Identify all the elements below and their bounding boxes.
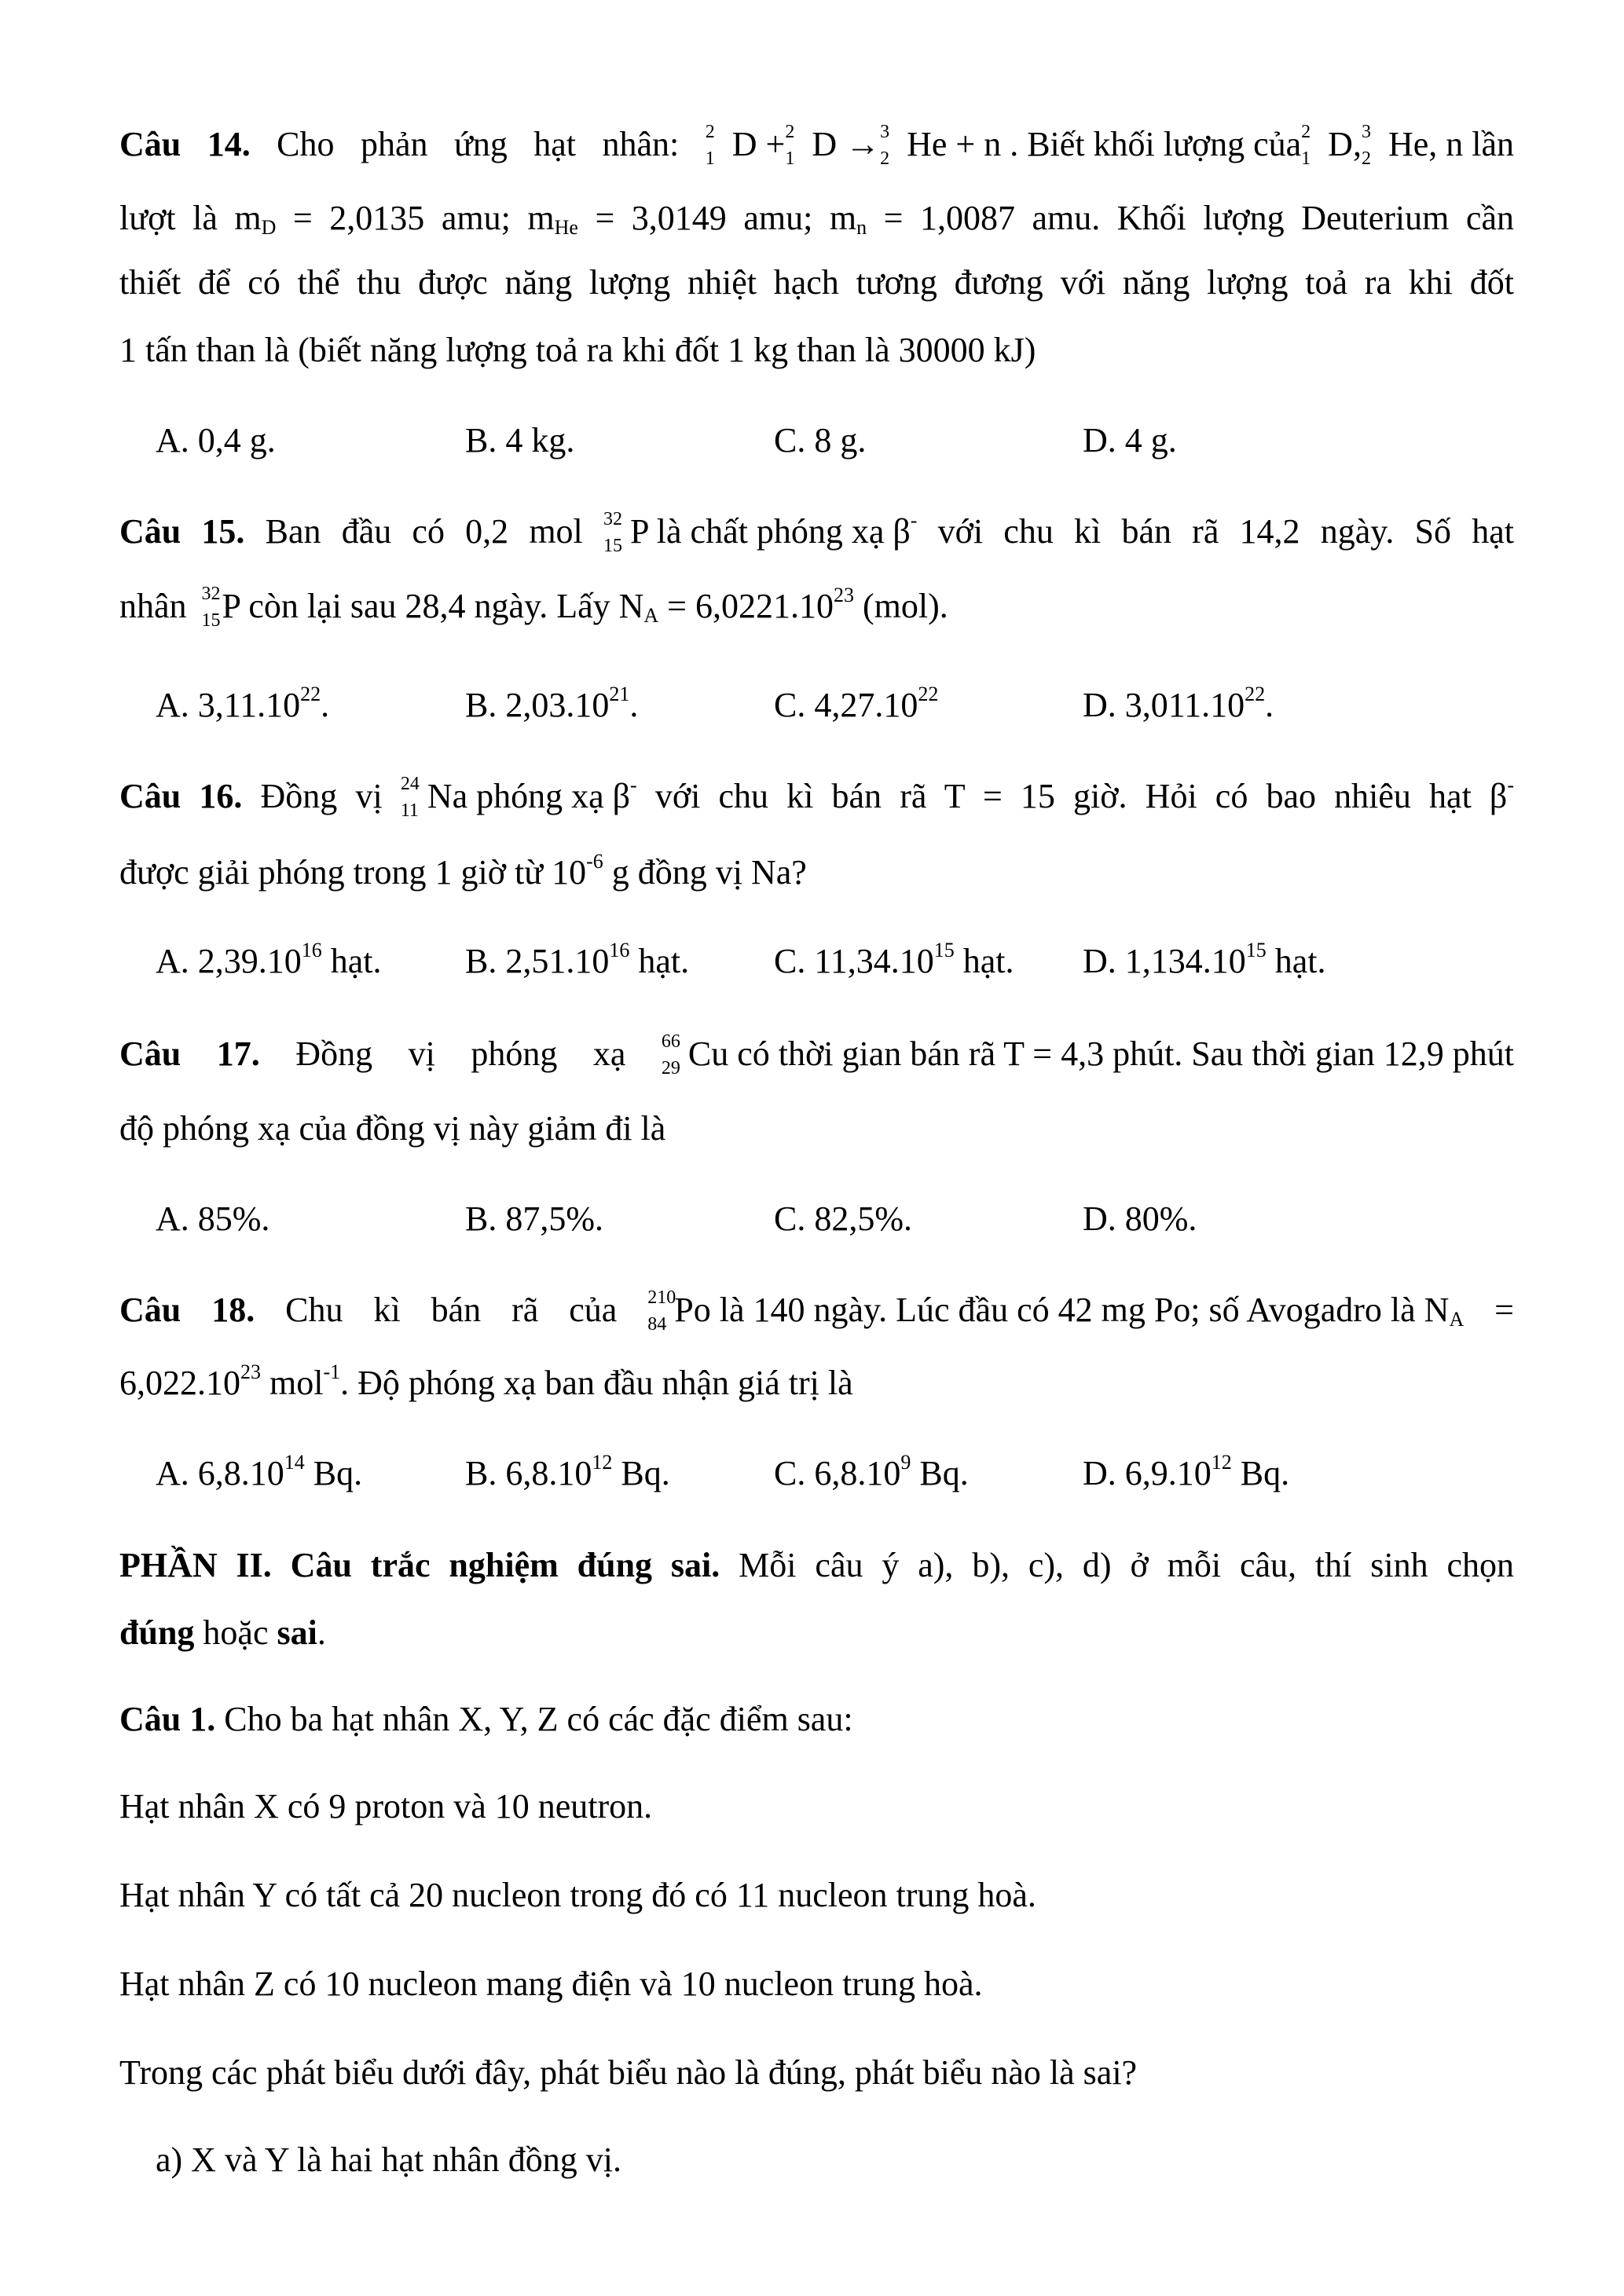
q16-line-1: Câu 16. Đồng vị 24 11 Na phóng xạ β- với chu kì bán rã T = 15 giờ. Hỏi có bao nhiêu hạt β- — [119, 774, 1514, 821]
q1-statement-a[interactable]: a) X và Y là hai hạt nhân đồng vị. — [156, 2140, 622, 2179]
nuclide-d: 2 1 D + — [705, 122, 786, 169]
part2-heading-line-1: PHẦN II. Câu trắc nghiệm đúng sai. Mỗi câu ý a), b), c), d) ở mỗi câu, thí sinh chọn — [119, 1546, 1514, 1584]
q15-line-1: Câu 15. Ban đầu có 0,2 mol 32 15 P là chất phóng xạ β- với chu kì bán rã 14,2 ngày. Số hạt — [119, 509, 1514, 556]
q15-option-a[interactable]: A. 3,11.10$^{22}$. — [156, 683, 330, 724]
q1-nucleus-y: Hạt nhân Y có tất cả 20 nucleon trong đó có 11 nucleon trung hoà. — [119, 1876, 1036, 1914]
q17-option-a[interactable]: A. 85%. — [156, 1199, 270, 1238]
q15-option-b[interactable]: B. 2,03.10$^{21}$. — [465, 683, 639, 724]
nuclide-he: 3 2 He, n lần — [1361, 122, 1515, 169]
nuclide-he: 3 2 He + n . Biết khối lượng của — [880, 122, 1302, 169]
q14-line-4: 1 tấn than là (biết năng lượng toả ra khi đốt 1 kg than là 30000 kJ) — [119, 331, 1036, 369]
q1-nucleus-z: Hạt nhân Z có 10 nucleon mang điện và 10 nucleon trung hoà. — [119, 1965, 983, 2003]
q14-option-d[interactable]: D. 4 g. — [1083, 421, 1177, 460]
q15-option-c[interactable]: C. 4,27.10$^{22}$ — [774, 683, 939, 724]
q18-label: Câu 18. — [119, 1291, 255, 1329]
q16-line-2: được giải phóng trong 1 giờ từ $10^{-6}$ g đồng vị Na? — [119, 850, 807, 892]
q18-option-a[interactable]: A. 6,8.10$^{14}$ Bq. — [156, 1451, 363, 1492]
part2-heading-line-2: đúng hoặc sai. — [119, 1613, 326, 1652]
q16-option-b[interactable]: B. 2,51.10$^{16}$ hạt. — [465, 939, 690, 980]
q14-option-a[interactable]: A. 0,4 g. — [156, 421, 276, 460]
q14-line-3: thiết để có thể thu được năng lượng nhiệt hạch tương đương với năng lượng toả ra khi đốt — [119, 263, 1514, 302]
q16-option-d[interactable]: D. 1,134.10$^{15}$ hạt. — [1083, 939, 1326, 980]
q16-option-c[interactable]: C. 11,34.10$^{15}$ hạt. — [774, 939, 1014, 980]
q18-option-c[interactable]: C. 6,8.10$^9$ Bq. — [774, 1451, 969, 1492]
q18-line-2: 6,022.10$^{23}$ mol$^{-1}$. Độ phóng xạ ban đầu nhận giá trị là — [119, 1360, 853, 1402]
q15-label: Câu 15. — [119, 512, 245, 551]
nuclide-cu: 66 29 Cu có thời gian bán rã T = 4,3 phút. Sau thời gian 12,9 phút — [661, 1031, 1515, 1078]
nuclide-na: 24 11 Na phóng xạ β — [400, 774, 631, 821]
nuclide-d: 2 1 D, — [1301, 122, 1362, 169]
q18-line-1: Câu 18. Chu kì bán rã của 210 84 Po là 140 ngày. Lúc đầu có 42 mg Po; số Avogadro là $N_A$ = — [119, 1287, 1514, 1335]
q18-option-b[interactable]: B. 6,8.10$^{12}$ Bq. — [465, 1451, 670, 1492]
q14-line-1: Câu 14. Cho phản ứng hạt nhân: 2 1 D + 2 1 D → 3 2 He + n . Biết khối lượng của 2 1 D, 3 2 He, n lần — [119, 122, 1515, 169]
q15-line-2: nhân 32 15 P còn lại sau 28,4 ngày. Lấy $N_A = 6,0221.10^{23}$ (mol). — [119, 584, 948, 631]
q17-line-2: độ phóng xạ của đồng vị này giảm đi là — [119, 1109, 666, 1148]
q16-option-a[interactable]: A. 2,39.10$^{16}$ hạt. — [156, 939, 382, 980]
q15-option-d[interactable]: D. 3,011.10$^{22}$. — [1083, 683, 1274, 724]
q17-label: Câu 17. — [119, 1034, 260, 1073]
q17-option-d[interactable]: D. 80%. — [1083, 1199, 1197, 1238]
q17-option-b[interactable]: B. 87,5%. — [465, 1199, 603, 1238]
q1-intro: Câu 1. Cho ba hạt nhân X, Y, Z có các đặc điểm sau: — [119, 1700, 853, 1738]
q14-option-c[interactable]: C. 8 g. — [774, 421, 867, 460]
nuclide-po: 210 84 Po là 140 ngày. Lúc đầu có 42 mg Po; số Avogadro là N — [647, 1287, 1450, 1335]
q14-option-b[interactable]: B. 4 kg. — [465, 421, 575, 460]
nuclide-d: 2 1 D → — [785, 122, 881, 169]
nuclide-p: 32 15 P là chất phóng xạ β — [603, 509, 911, 556]
q17-option-c[interactable]: C. 82,5%. — [774, 1199, 912, 1238]
nuclide-p: 32 15 P còn lại sau 28,4 ngày. Lấy N — [201, 584, 644, 631]
q14-label: Câu 14. — [119, 125, 251, 163]
q18-option-d[interactable]: D. 6,9.10$^{12}$ Bq. — [1083, 1451, 1290, 1492]
q1-nucleus-x: Hạt nhân X có 9 proton và 10 neutron. — [119, 1787, 653, 1825]
q1-question: Trong các phát biểu dưới đây, phát biểu nào là đúng, phát biểu nào là sai? — [119, 2053, 1138, 2092]
q17-line-1: Câu 17. Đồng vị phóng xạ 66 29 Cu có thời gian bán rã T = 4,3 phút. Sau thời gian 12,9 phút — [119, 1031, 1515, 1078]
q1-label: Câu 1. — [119, 1700, 216, 1738]
part2-title: PHẦN II. Câu trắc nghiệm đúng sai. — [119, 1546, 720, 1584]
q16-label: Câu 16. — [119, 777, 243, 815]
q14-line-2: lượt là $m_D = 2,0135$ amu; $m_{He} = 3,0149$ amu; $m_n = 1,0087$ amu. Khối lượng Deuterium cần — [119, 199, 1514, 239]
